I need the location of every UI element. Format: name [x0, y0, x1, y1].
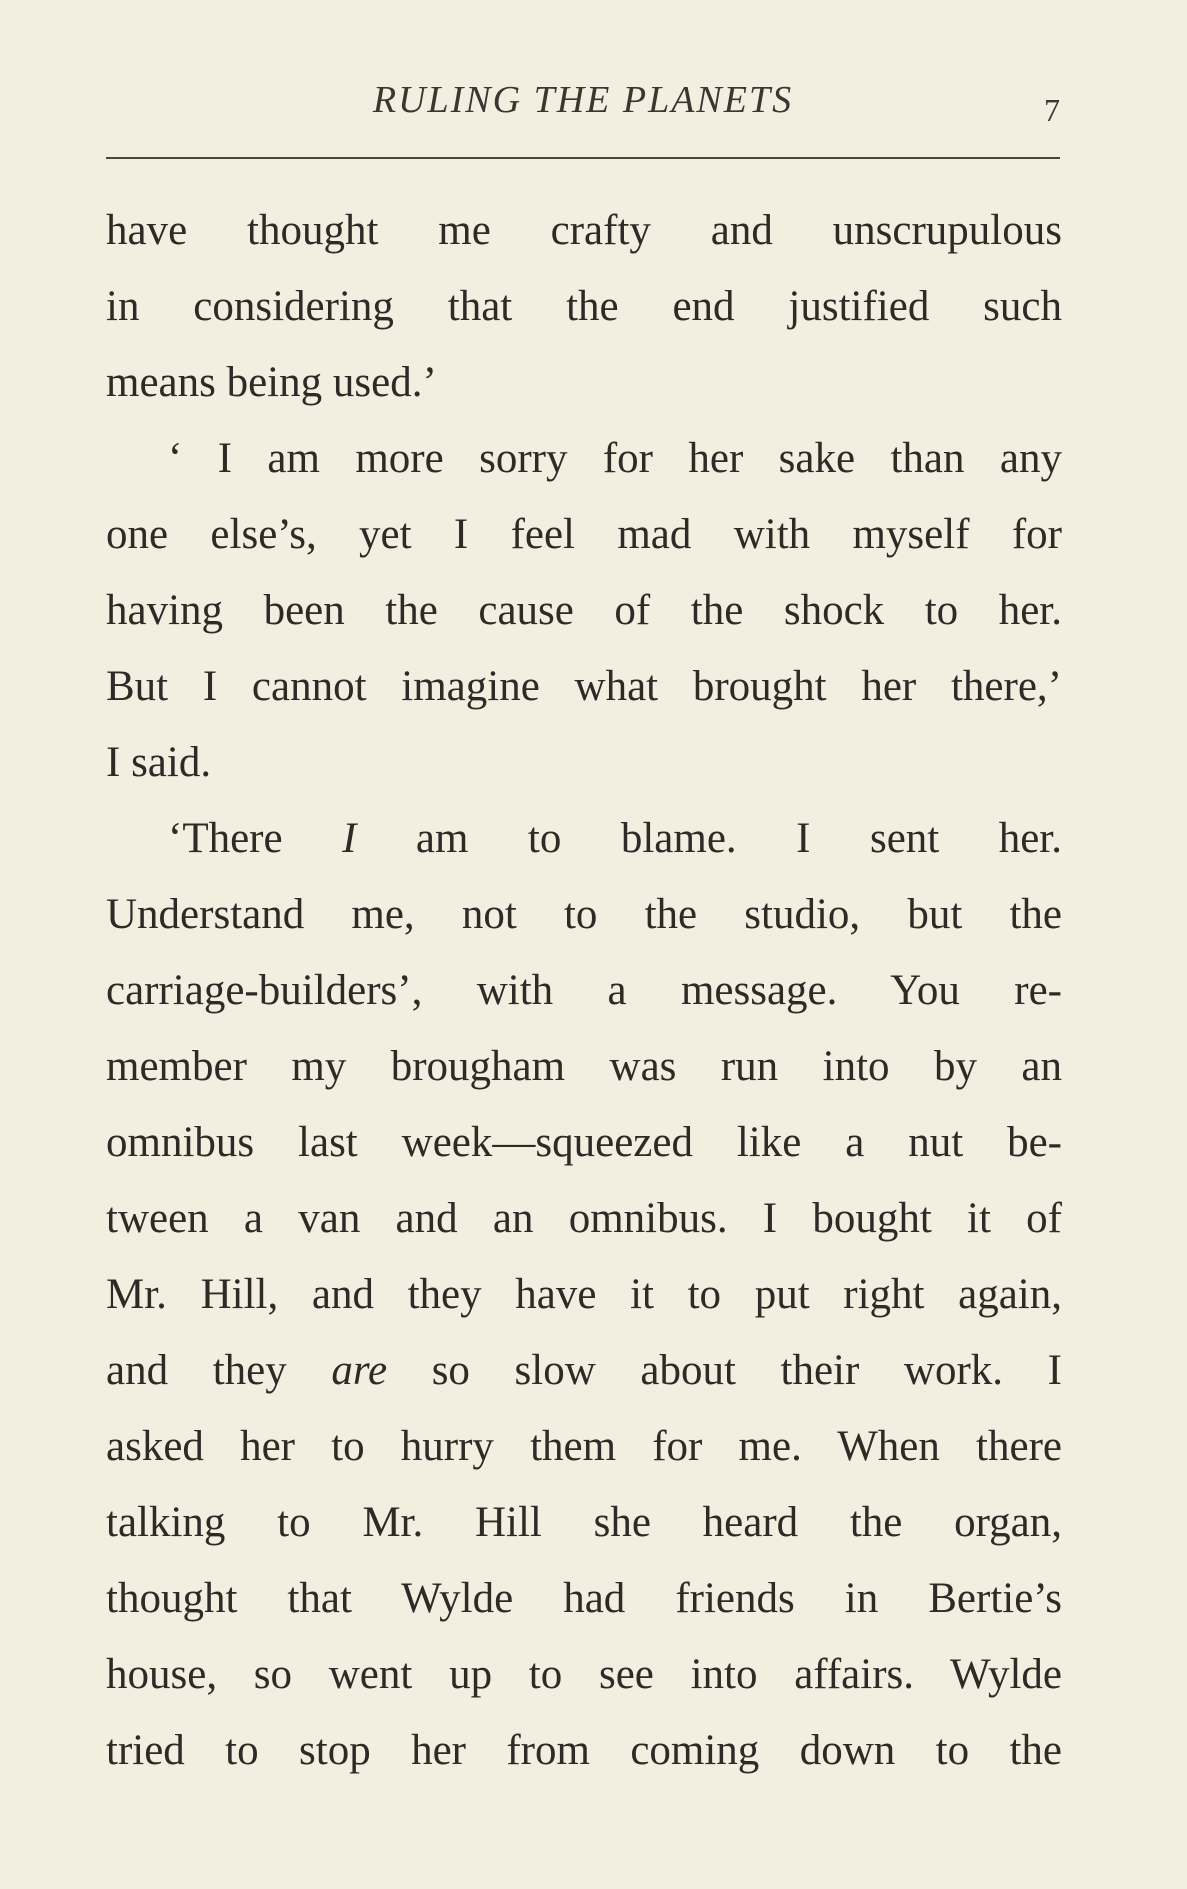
text-segment: and they: [106, 1347, 332, 1394]
text-segment: am to blame. I sent her.: [356, 815, 1062, 862]
text-line: have thought me crafty and unscrupulous: [106, 207, 1062, 254]
text-line: means being used.’: [106, 359, 437, 406]
text-line: thought that Wylde had friends in Bertie’s: [106, 1575, 1062, 1622]
page-number: 7: [1044, 92, 1060, 128]
text-line: Understand me, not to the studio, but the: [106, 891, 1062, 938]
text-line: member my brougham was run into by an: [106, 1043, 1062, 1090]
text-line: having been the cause of the shock to her.: [106, 587, 1062, 634]
text-line: in considering that the end justified such: [106, 283, 1062, 330]
text-line: tween a van and an omnibus. I bought it of: [106, 1195, 1062, 1242]
text-segment: ‘There: [168, 815, 343, 862]
text-line: I said.: [106, 739, 212, 786]
text-line: house, so went up to see into affairs. Wylde: [106, 1651, 1062, 1698]
text-segment: so slow about their work. I: [387, 1347, 1062, 1394]
text-line: [106, 801, 1062, 877]
text-line: Mr. Hill, and they have it to put right again,: [106, 1271, 1062, 1318]
text-line: talking to Mr. Hill she heard the organ,: [106, 1499, 1062, 1546]
italic-emphasis: are: [331, 1347, 388, 1394]
header-rule: [106, 157, 1060, 159]
text-line: ‘ I am more sorry for her sake than any: [168, 435, 1062, 482]
text-line: asked her to hurry them for me. When there: [106, 1423, 1062, 1470]
running-title: RULING THE PLANETS: [372, 79, 794, 121]
text-line: omnibus last week—squeezed like a nut be-: [106, 1119, 1062, 1166]
text-line: [106, 1333, 1062, 1409]
text-line: But I cannot imagine what brought her there,’: [106, 663, 1062, 710]
text-line: one else’s, yet I feel mad with myself for: [106, 511, 1062, 558]
italic-emphasis: I: [342, 815, 357, 862]
text-line: carriage-builders’, with a message. You re-: [106, 967, 1062, 1014]
text-line: tried to stop her from coming down to the: [106, 1727, 1062, 1774]
running-head: [106, 78, 1060, 128]
body-text: [106, 193, 1062, 1789]
